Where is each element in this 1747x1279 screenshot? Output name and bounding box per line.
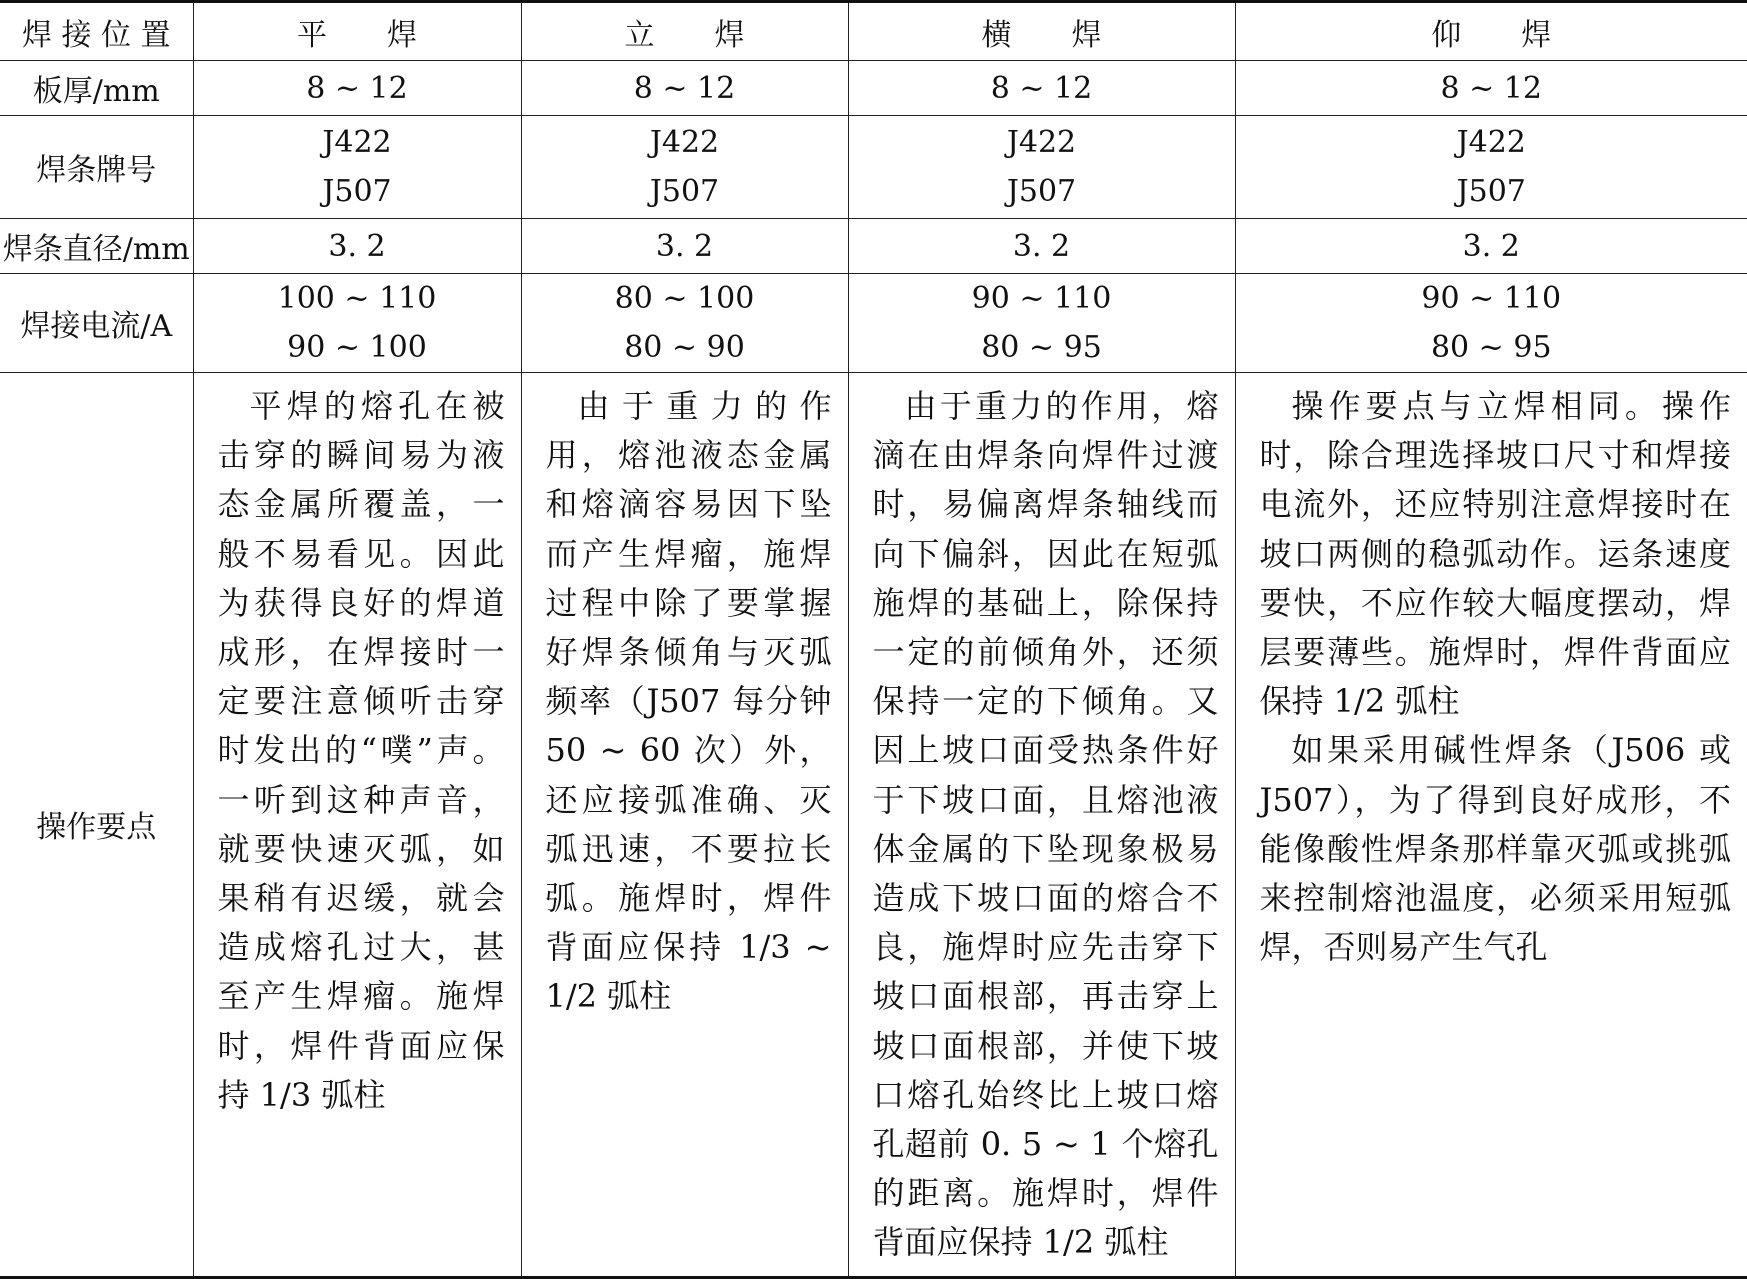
table-cell [848,116,1235,219]
cell-line: 80 ~ 95 [1236,323,1747,372]
table-cell: 3. 2 [848,219,1235,274]
current-row [0,274,1747,373]
paragraph: 平焊的熔孔在被击穿的瞬间易为液态金属所覆盖，一般不易看见。因此为获得良好的焊道成形，在焊接时一定要注意倾听击穿时发出的“噗”声。一听到这种声音，就要快速灭弧，如果稍有迟缓，就会造成熔孔过大，甚至产生焊瘤。施焊时，焊件背面应保持 1/3 弧柱 [218,382,505,1120]
table-cell [848,373,1235,1278]
operation-text-vertical [522,373,848,1030]
table-cell: 3. 2 [521,219,848,274]
paragraph: 由于重力的作用，熔滴在由焊条向焊件过渡时，易偏离焊条轴线而向下偏斜，因此在短弧施焊的基础上，除保持一定的前倾角外，还须保持一定的下倾角。又因上坡口面受热条件好于下坡口面，且熔池液体金属的下坠现象极易造成下坡口面的熔合不良，施焊时应先击穿下坡口面根部，再击穿上坡口面根部，并使下坡口熔孔始终比上坡口熔孔超前 0. 5 ~ 1 个熔孔的距离。施焊时，焊件背面应保持 1/2 弧柱 [873,382,1219,1268]
cell-line: 90 ~ 110 [1236,274,1747,323]
row-label: 板厚/mm [0,61,193,116]
cell-line: 80 ~ 100 [522,274,848,323]
table-cell [1235,274,1747,373]
row-label: 操作要点 [0,373,193,1278]
paragraph: 操作要点与立焊相同。操作时，除合理选择坡口尺寸和焊接电流外，还应特别注意焊接时在坡口两侧的稳弧动作。运条速度要快，不应作较大幅度摆动，焊层要薄些。施焊时，焊件背面应保持 1/2 弧柱 [1260,382,1732,726]
table-cell [1235,116,1747,219]
table-cell: 8 ~ 12 [193,61,521,116]
header-position: 焊 接 位 置 [0,2,193,61]
table-cell [193,116,521,219]
cell-line: J507 [849,167,1235,216]
table-cell: 3. 2 [1235,219,1747,274]
cell-line: J507 [1236,167,1747,216]
table-cell [521,373,848,1278]
paragraph: 由于重力的作用，熔池液态金属和熔滴容易因下坠而产生焊瘤，施焊过程中除了要掌握好焊条倾角与灭弧频率（J507 每分钟 50 ~ 60 次）外，还应接弧准确、灭弧迅速，不要拉长弧。施焊时，焊件背面应保持 1/3 ~ 1/2 弧柱 [546,382,832,1022]
operation-text-overhead [1236,373,1747,980]
header-overhead: 仰 焊 [1235,2,1747,61]
table-cell: 8 ~ 12 [848,61,1235,116]
cell-line: J422 [1236,118,1747,167]
header-row [0,2,1747,61]
thickness-row [0,61,1747,116]
table-cell [1235,373,1747,1278]
cell-line: 90 ~ 110 [849,274,1235,323]
cell-line: J507 [522,167,848,216]
cell-line: 90 ~ 100 [194,323,521,372]
operation-text-horizontal [849,373,1235,1276]
operation-text-flat [194,373,521,1128]
operation-row [0,373,1747,1278]
cell-line: 100 ~ 110 [194,274,521,323]
electrode-diameter-row [0,219,1747,274]
header-horizontal: 横 焊 [848,2,1235,61]
cell-line: 80 ~ 90 [522,323,848,372]
row-label: 焊条牌号 [0,116,193,219]
table-cell: 3. 2 [193,219,521,274]
header-vertical: 立 焊 [521,2,848,61]
table-cell [521,116,848,219]
cell-line: J422 [522,118,848,167]
row-label: 焊接电流/A [0,274,193,373]
electrode-model-row [0,116,1747,219]
table-cell [848,274,1235,373]
table-cell [193,274,521,373]
cell-line: 80 ~ 95 [849,323,1235,372]
table-cell: 8 ~ 12 [1235,61,1747,116]
cell-line: J507 [194,167,521,216]
paragraph: 如果采用碱性焊条（J506 或 J507），为了得到良好成形，不能像酸性焊条那样靠灭弧或挑弧来控制熔池温度，必须采用短弧焊，否则易产生气孔 [1260,726,1732,972]
table-cell [521,274,848,373]
table-cell: 8 ~ 12 [521,61,848,116]
cell-line: J422 [194,118,521,167]
row-label: 焊条直径/mm [0,219,193,274]
cell-line: J422 [849,118,1235,167]
table-cell [193,373,521,1278]
header-flat: 平 焊 [193,2,521,61]
